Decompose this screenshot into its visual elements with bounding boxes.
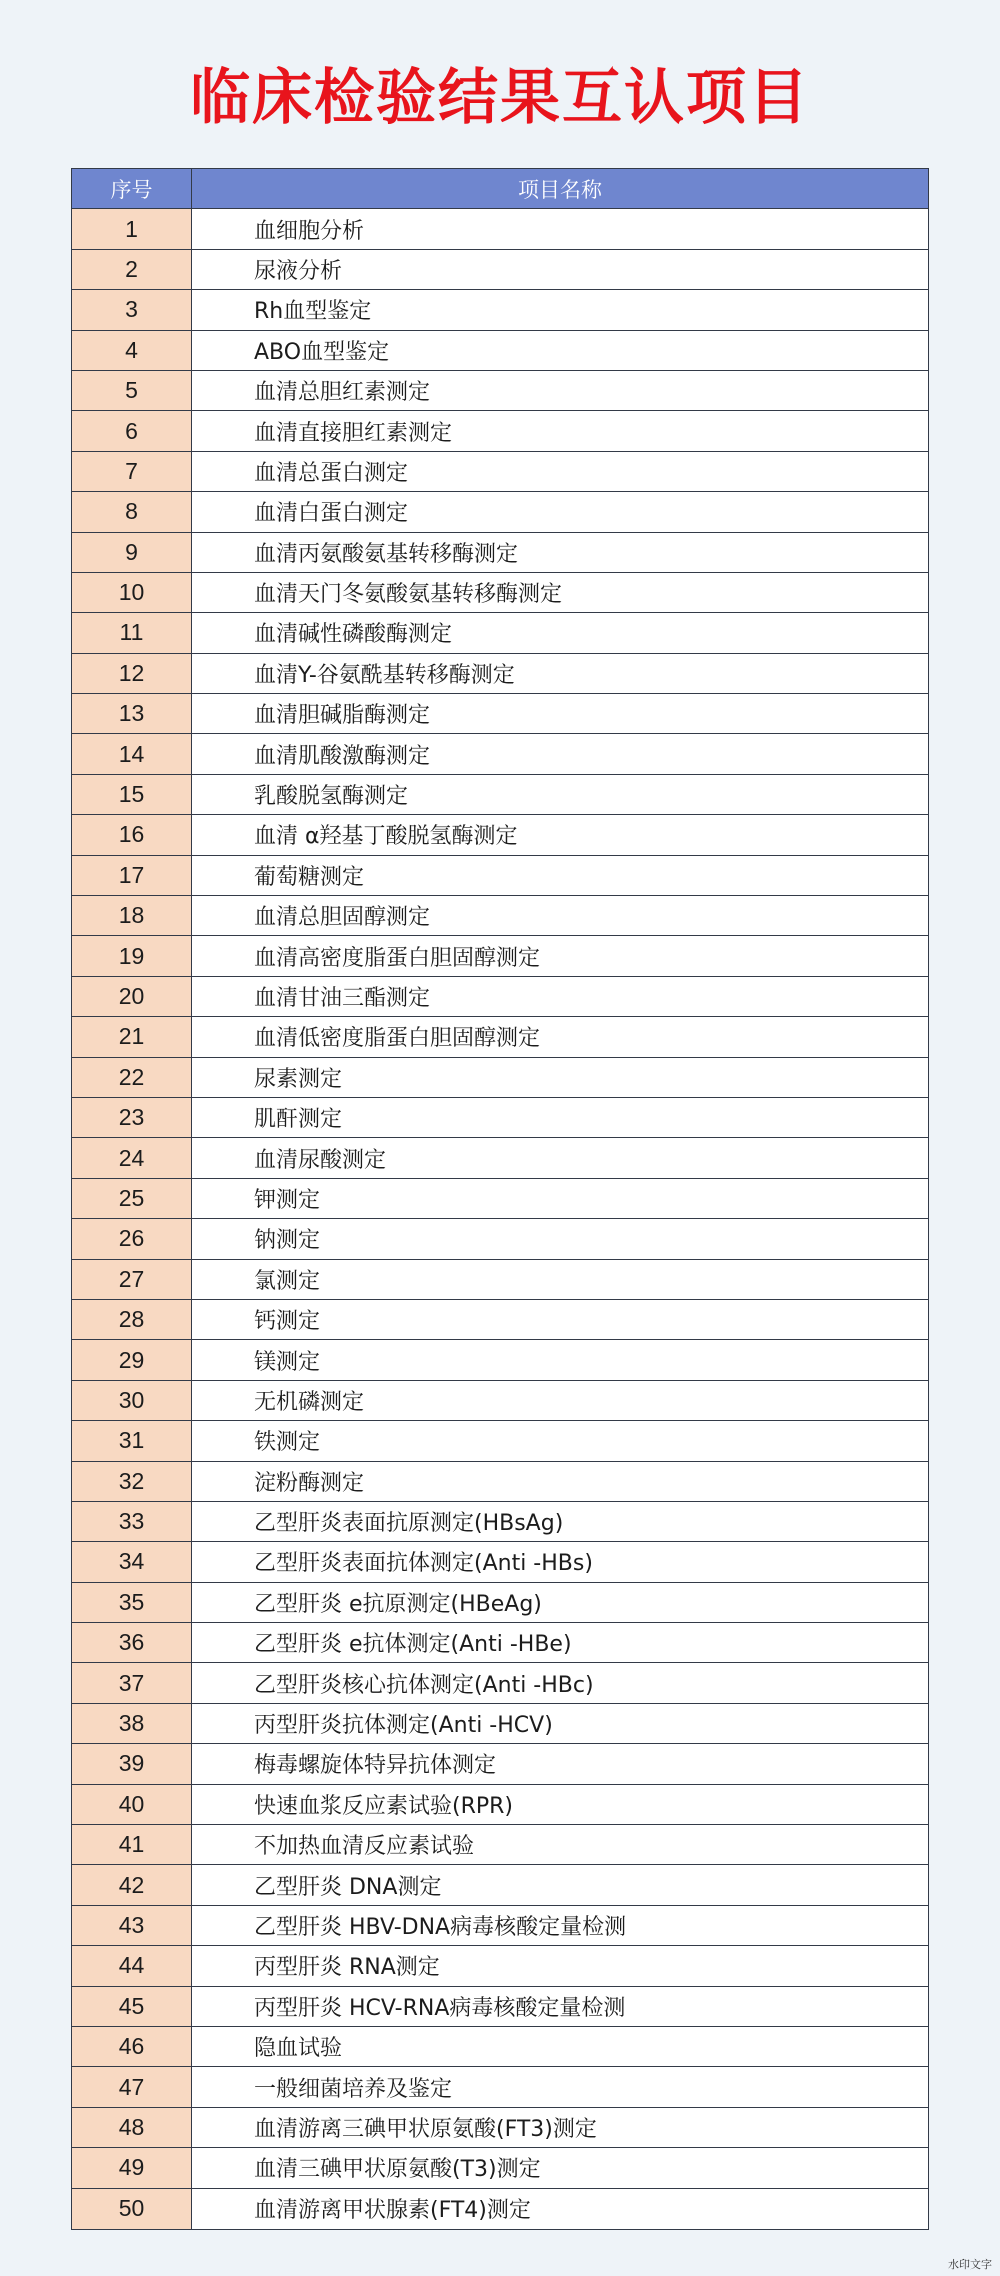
row-number: 1 (72, 209, 192, 248)
page-title: 临床检验结果互认项目 (190, 63, 810, 133)
row-item-name: 血清直接胆红素测定 (192, 411, 928, 450)
row-item-name: 丙型肝炎 RNA测定 (192, 1946, 928, 1985)
watermark-text: 水印文字 (948, 2258, 992, 2271)
row-item-name: 钾测定 (192, 1179, 928, 1218)
row-item-name: 血清高密度脂蛋白胆固醇测定 (192, 936, 928, 975)
row-number: 28 (72, 1300, 192, 1339)
row-number: 45 (72, 1987, 192, 2026)
row-item-name: 无机磷测定 (192, 1381, 928, 1420)
table-row (72, 331, 928, 371)
row-item-name: 血清甘油三酯测定 (192, 977, 928, 1016)
row-number: 38 (72, 1704, 192, 1743)
row-number: 13 (72, 694, 192, 733)
table-row (72, 1744, 928, 1784)
row-item-name: 肌酐测定 (192, 1098, 928, 1137)
table-row (72, 492, 928, 532)
table-row (72, 815, 928, 855)
row-number: 12 (72, 654, 192, 693)
row-item-name: ABO血型鉴定 (192, 331, 928, 370)
row-item-name: 血清 α羟基丁酸脱氢酶测定 (192, 815, 928, 854)
row-item-name: 钙测定 (192, 1300, 928, 1339)
row-item-name: 血清总胆固醇测定 (192, 896, 928, 935)
row-number: 24 (72, 1138, 192, 1177)
row-number: 36 (72, 1623, 192, 1662)
table-row (72, 1017, 928, 1057)
row-number: 33 (72, 1502, 192, 1541)
table-row (72, 613, 928, 653)
table-row (72, 1058, 928, 1098)
table-row (72, 1987, 928, 2027)
row-number: 5 (72, 371, 192, 410)
row-number: 2 (72, 250, 192, 289)
row-item-name: 尿素测定 (192, 1058, 928, 1097)
table-row (72, 1825, 928, 1865)
row-number: 35 (72, 1583, 192, 1622)
table-row (72, 775, 928, 815)
table-header-row (72, 169, 928, 209)
table-row (72, 694, 928, 734)
header-name: 项目名称 (192, 169, 928, 208)
table-row (72, 2189, 928, 2229)
row-number: 10 (72, 573, 192, 612)
table-row (72, 2148, 928, 2188)
items-table (71, 168, 929, 2230)
table-row (72, 734, 928, 774)
row-number: 39 (72, 1744, 192, 1783)
row-number: 27 (72, 1260, 192, 1299)
row-item-name: 不加热血清反应素试验 (192, 1825, 928, 1864)
row-number: 37 (72, 1663, 192, 1702)
table-row (72, 1785, 928, 1825)
row-number: 43 (72, 1906, 192, 1945)
row-item-name: 乙型肝炎 DNA测定 (192, 1865, 928, 1904)
table-row (72, 1542, 928, 1582)
row-item-name: 血清碱性磷酸酶测定 (192, 613, 928, 652)
table-row (72, 896, 928, 936)
row-item-name: 乙型肝炎核心抗体测定(Anti -HBc) (192, 1663, 928, 1702)
table-row (72, 290, 928, 330)
table-row (72, 1502, 928, 1542)
row-item-name: 血清总胆红素测定 (192, 371, 928, 410)
row-item-name: 血清天门冬氨酸氨基转移酶测定 (192, 573, 928, 612)
row-item-name: 血清尿酸测定 (192, 1138, 928, 1177)
row-number: 18 (72, 896, 192, 935)
row-item-name: 血清白蛋白测定 (192, 492, 928, 531)
row-item-name: 葡萄糖测定 (192, 856, 928, 895)
row-number: 4 (72, 331, 192, 370)
row-item-name: 血清Y-谷氨酰基转移酶测定 (192, 654, 928, 693)
table-row (72, 654, 928, 694)
table-row (72, 1462, 928, 1502)
row-number: 49 (72, 2148, 192, 2187)
row-item-name: 血清肌酸激酶测定 (192, 734, 928, 773)
row-number: 11 (72, 613, 192, 652)
row-number: 50 (72, 2189, 192, 2229)
row-item-name: 血清游离甲状腺素(FT4)测定 (192, 2189, 928, 2229)
row-number: 42 (72, 1865, 192, 1904)
table-row (72, 1179, 928, 1219)
row-number: 30 (72, 1381, 192, 1420)
row-item-name: 血清三碘甲状原氨酸(T3)测定 (192, 2148, 928, 2187)
table-row (72, 1906, 928, 1946)
row-item-name: 乙型肝炎表面抗原测定(HBsAg) (192, 1502, 928, 1541)
row-number: 17 (72, 856, 192, 895)
row-number: 48 (72, 2108, 192, 2147)
table-row (72, 1704, 928, 1744)
row-item-name: 一般细菌培养及鉴定 (192, 2067, 928, 2106)
row-item-name: 梅毒螺旋体特异抗体测定 (192, 1744, 928, 1783)
row-item-name: 乙型肝炎 e抗原测定(HBeAg) (192, 1583, 928, 1622)
table-row (72, 856, 928, 896)
row-number: 32 (72, 1462, 192, 1501)
row-item-name: 钠测定 (192, 1219, 928, 1258)
table-row (72, 2108, 928, 2148)
table-row (72, 250, 928, 290)
row-item-name: 隐血试验 (192, 2027, 928, 2066)
row-number: 34 (72, 1542, 192, 1581)
row-item-name: 乙型肝炎 e抗体测定(Anti -HBe) (192, 1623, 928, 1662)
table-row (72, 411, 928, 451)
table-row (72, 1260, 928, 1300)
row-number: 21 (72, 1017, 192, 1056)
table-row (72, 209, 928, 249)
table-row (72, 1098, 928, 1138)
table-row (72, 1138, 928, 1178)
table-row (72, 1663, 928, 1703)
row-item-name: 镁测定 (192, 1340, 928, 1379)
table-row (72, 1381, 928, 1421)
row-item-name: 血清总蛋白测定 (192, 452, 928, 491)
row-number: 6 (72, 411, 192, 450)
row-item-name: 乳酸脱氢酶测定 (192, 775, 928, 814)
table-row (72, 977, 928, 1017)
header-no: 序号 (72, 169, 192, 208)
table-row (72, 1865, 928, 1905)
table-row (72, 1340, 928, 1380)
row-item-name: 血清丙氨酸氨基转移酶测定 (192, 533, 928, 572)
row-item-name: 乙型肝炎表面抗体测定(Anti -HBs) (192, 1542, 928, 1581)
table-row (72, 452, 928, 492)
row-item-name: 铁测定 (192, 1421, 928, 1460)
row-number: 47 (72, 2067, 192, 2106)
row-item-name: 血清低密度脂蛋白胆固醇测定 (192, 1017, 928, 1056)
row-number: 46 (72, 2027, 192, 2066)
row-number: 16 (72, 815, 192, 854)
row-item-name: 尿液分析 (192, 250, 928, 289)
table-row (72, 1421, 928, 1461)
row-number: 9 (72, 533, 192, 572)
table-row (72, 1583, 928, 1623)
row-number: 15 (72, 775, 192, 814)
row-number: 22 (72, 1058, 192, 1097)
table-row (72, 573, 928, 613)
table-row (72, 2027, 928, 2067)
row-item-name: 丙型肝炎 HCV-RNA病毒核酸定量检测 (192, 1987, 928, 2026)
row-number: 7 (72, 452, 192, 491)
row-item-name: 丙型肝炎抗体测定(Anti -HCV) (192, 1704, 928, 1743)
table-row (72, 1623, 928, 1663)
row-number: 40 (72, 1785, 192, 1824)
row-item-name: 乙型肝炎 HBV-DNA病毒核酸定量检测 (192, 1906, 928, 1945)
table-row (72, 1300, 928, 1340)
row-number: 14 (72, 734, 192, 773)
row-number: 31 (72, 1421, 192, 1460)
row-number: 44 (72, 1946, 192, 1985)
row-number: 26 (72, 1219, 192, 1258)
table-row (72, 533, 928, 573)
row-item-name: 血细胞分析 (192, 209, 928, 248)
table-row (72, 1946, 928, 1986)
row-number: 8 (72, 492, 192, 531)
row-item-name: 淀粉酶测定 (192, 1462, 928, 1501)
row-item-name: 氯测定 (192, 1260, 928, 1299)
row-number: 29 (72, 1340, 192, 1379)
row-number: 3 (72, 290, 192, 329)
table-row (72, 371, 928, 411)
row-item-name: Rh血型鉴定 (192, 290, 928, 329)
table-row (72, 936, 928, 976)
row-number: 20 (72, 977, 192, 1016)
row-item-name: 血清游离三碘甲状原氨酸(FT3)测定 (192, 2108, 928, 2147)
row-number: 25 (72, 1179, 192, 1218)
row-number: 23 (72, 1098, 192, 1137)
table-row (72, 1219, 928, 1259)
row-number: 41 (72, 1825, 192, 1864)
row-item-name: 快速血浆反应素试验(RPR) (192, 1785, 928, 1824)
row-item-name: 血清胆碱脂酶测定 (192, 694, 928, 733)
row-number: 19 (72, 936, 192, 975)
table-row (72, 2067, 928, 2107)
